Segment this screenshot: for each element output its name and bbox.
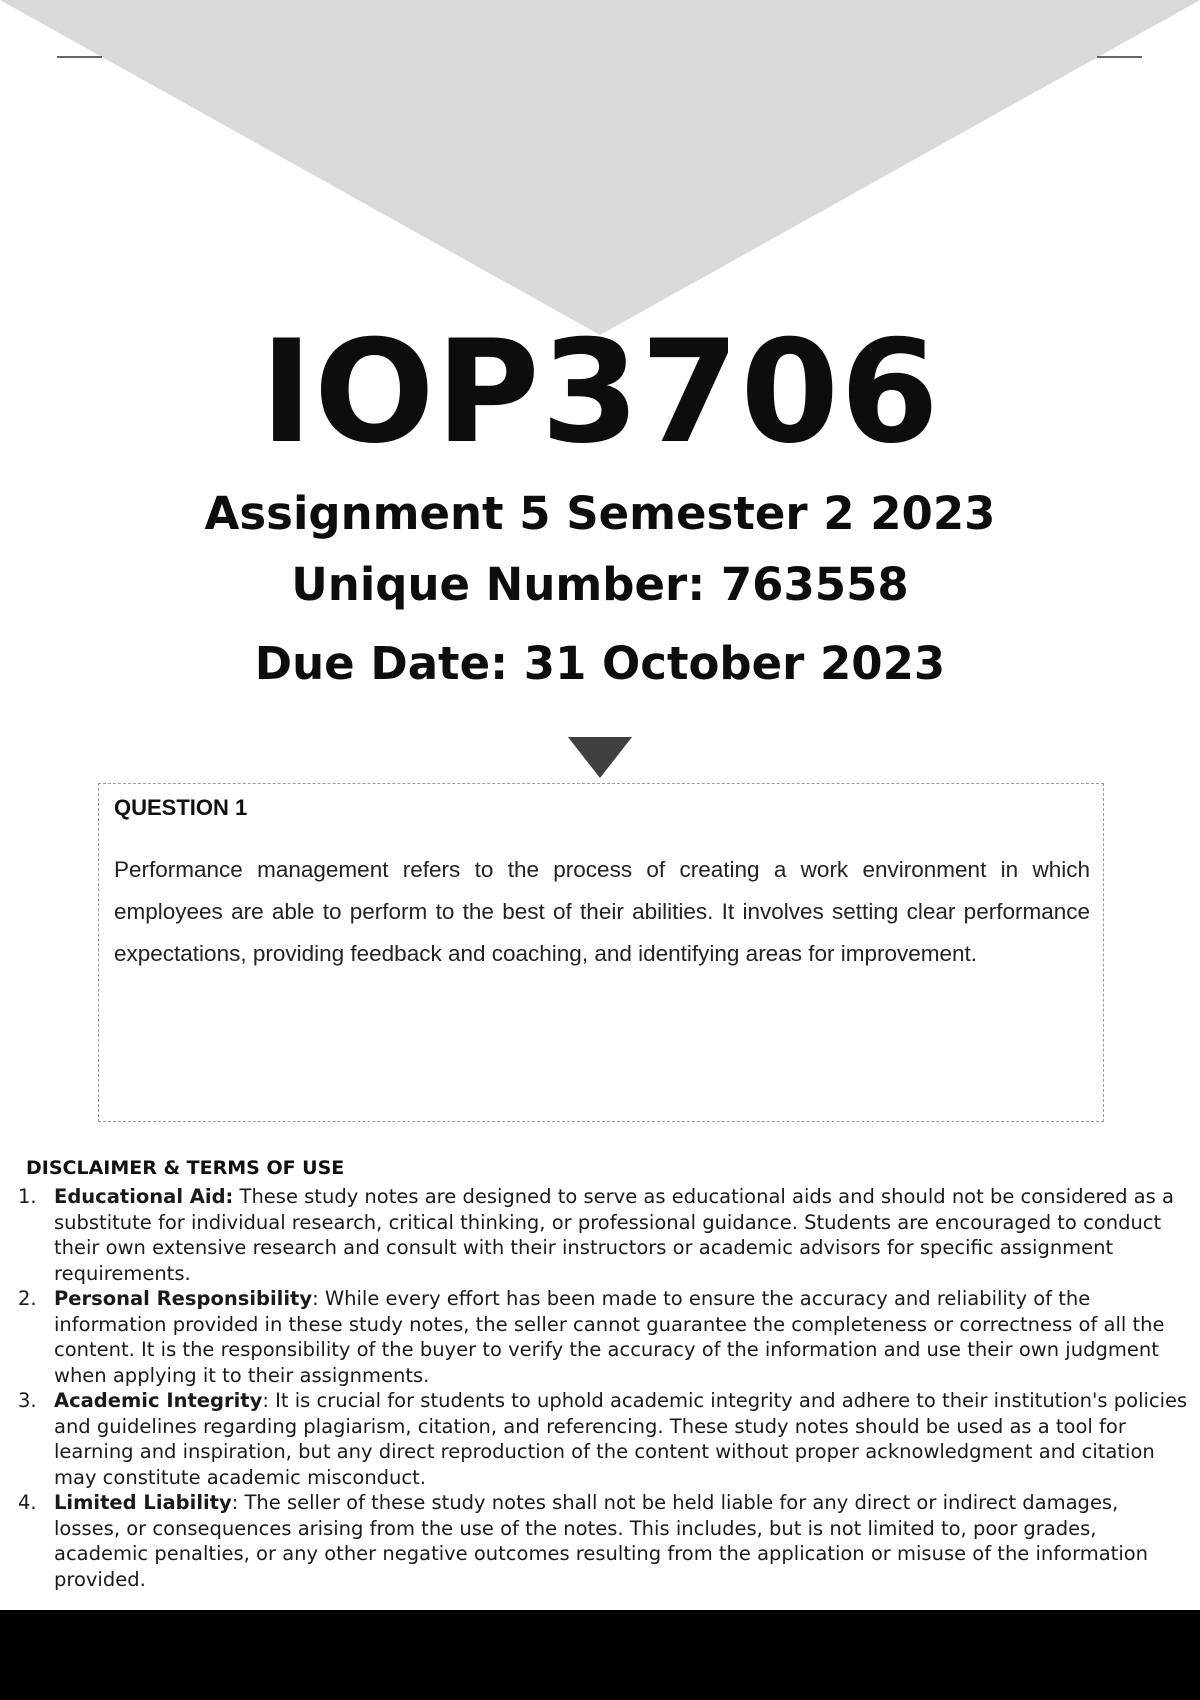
disclaimer-item-number: 3. — [18, 1389, 37, 1412]
disclaimer-item-number: 1. — [18, 1185, 37, 1208]
disclaimer-item — [0, 1490, 1200, 1592]
disclaimer-item-number: 4. — [18, 1491, 37, 1514]
disclaimer-item — [0, 1286, 1200, 1388]
question-body: Performance management refers to the process of creating a work environment in which employees are able to perform to the best of their abilities. It involves setting clear performance expectations, providing feedback and coaching, and identifying areas for improvement. — [114, 857, 1090, 966]
disclaimer-title: DISCLAIMER & TERMS OF USE — [26, 1157, 345, 1179]
unique-number: Unique Number: 763558 — [291, 558, 909, 611]
disclaimer-item — [0, 1388, 1200, 1490]
disclaimer-item-term: Limited Liability — [54, 1491, 232, 1514]
down-arrow-icon — [568, 737, 632, 778]
question-title: QUESTION 1 — [114, 795, 248, 820]
disclaimer-item-term: Educational Aid: — [54, 1185, 234, 1208]
disclaimer-item-number: 2. — [18, 1287, 37, 1310]
disclaimer-item-text: : While every effort has been made to ensure the accuracy and reliability of the information provided in these study notes, the seller cannot guarantee the completeness or correctness of all the content. It is the responsibility of the buyer to verify the accuracy of the information and use their own judgment when applying it to their assignments. — [54, 1287, 1165, 1387]
assignment-title: Assignment 5 Semester 2 2023 — [204, 487, 996, 540]
disclaimer-item-text: : The seller of these study notes shall not be held liable for any direct or indirect damages, losses, or consequences arising from the use of the notes. This includes, but is not limited to, poor grades, academic penalties, or any other negative outcomes resulting from the application or misuse of the information provided. — [54, 1491, 1149, 1591]
disclaimer-item-text: These study notes are designed to serve as educational aids and should not be considered as a substitute for individual research, critical thinking, or professional guidance. Students are encouraged to conduct their own extensive research and consult with their instructors or academic advisors for specific assignment requirements. — [54, 1185, 1174, 1285]
disclaimer-item-term: Academic Integrity — [54, 1389, 263, 1412]
disclaimer-item-text: : It is crucial for students to uphold academic integrity and adhere to their institution's policies and guidelines regarding plagiarism, citation, and referencing. These study notes should be used as a tool for learning and inspiration, but any direct reproduction of the content without proper acknowledgment and citation may constitute academic misconduct. — [54, 1389, 1188, 1489]
footer-bar — [0, 1610, 1200, 1700]
disclaimer-item — [0, 1184, 1200, 1286]
due-date: Due Date: 31 October 2023 — [254, 637, 946, 690]
question-box — [98, 783, 1104, 1122]
disclaimer-list — [0, 1184, 1200, 1592]
disclaimer-item-term: Personal Responsibility — [54, 1287, 313, 1310]
course-code: IOP3706 — [260, 310, 940, 475]
